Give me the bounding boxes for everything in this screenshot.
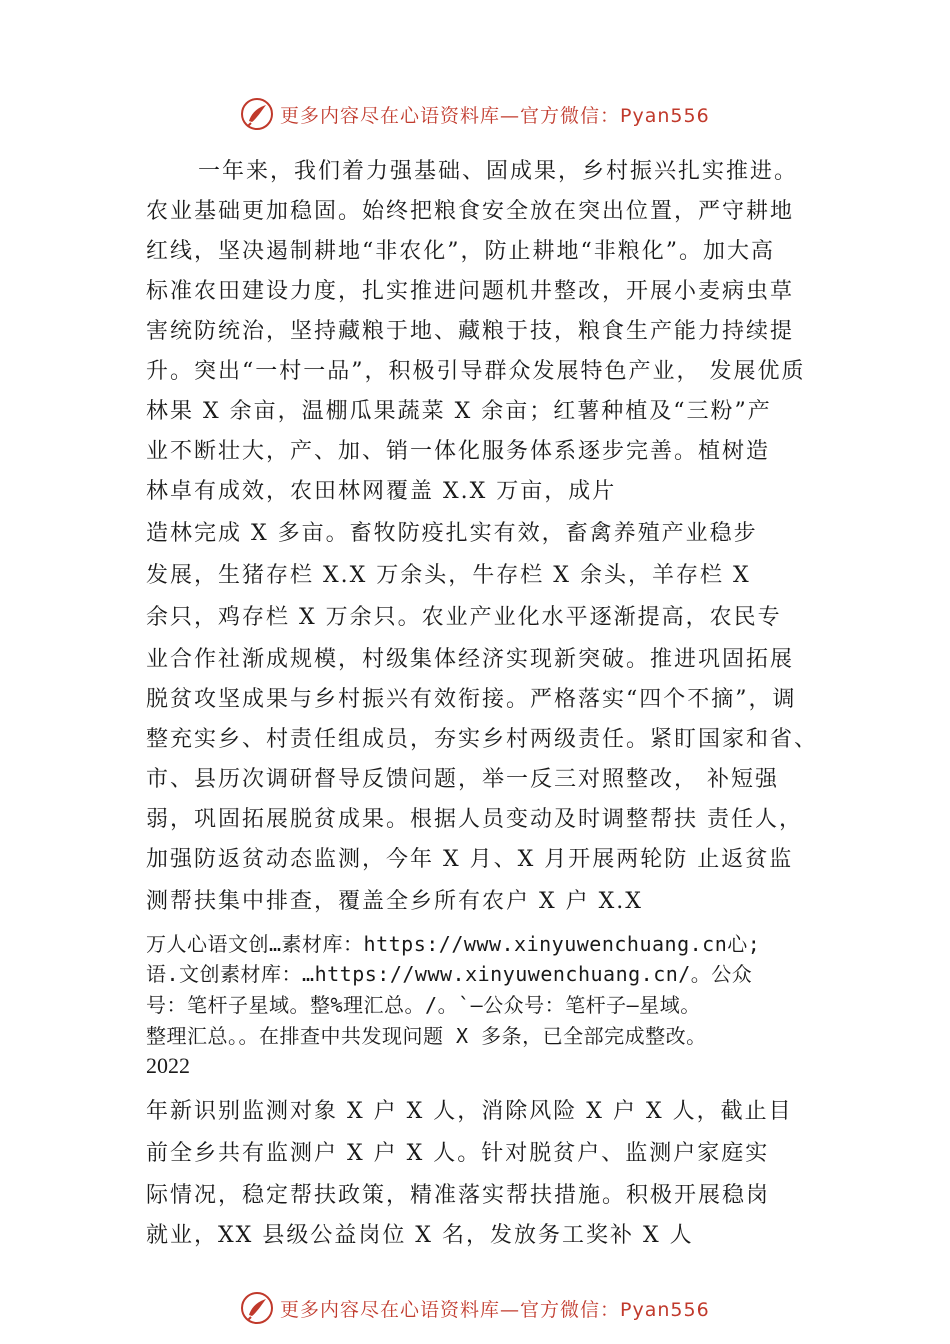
watermark-label: 官方微信：: [520, 1298, 621, 1321]
inserted-line: 语.文创素材库：…https://www.xinyuwenchuang.cn/。公众: [146, 962, 753, 986]
body-line: 造林完成 X 多亩。畜牧防疫扎实有效，畜禽养殖产业稳步: [146, 521, 758, 546]
body-line: 市、县历次调研督导反馈问题，举一反三对照整改， 补短强: [146, 767, 779, 792]
inserted-line: 号：笔杆子星域。整%理汇总。/。`—公众号：笔杆子—星域。: [146, 993, 701, 1017]
body-line: 林卓有成效，农田林网覆盖 X.X 万亩，成片: [146, 479, 617, 504]
watermark-separator: —: [500, 1298, 521, 1321]
body-line: 标准农田建设力度，扎实推进问题机井整改，开展小麦病虫草: [146, 279, 795, 304]
body-line: 前全乡共有监测户 X 户 X 人。针对脱贫户、监测户家庭实: [146, 1141, 770, 1166]
body-line: 加强防返贫动态监测，今年 X 月、X 月开展两轮防 止返贫监: [146, 847, 794, 872]
watermark-label: 官方微信：: [520, 104, 621, 127]
body-line: 害统防统治，坚持藏粮于地、藏粮于技，粮食生产能力持续提: [146, 319, 795, 344]
year-text: 2022: [146, 1053, 190, 1078]
footer-watermark: [240, 1290, 760, 1326]
body-line: 就业，XX 县级公益岗位 X 名，发放务工奖补 X 人: [146, 1223, 694, 1248]
watermark-text: [280, 101, 710, 128]
body-line: 业不断壮大，产、加、销一体化服务体系逐步完善。植树造: [146, 439, 771, 464]
watermark-brand: 更多内容尽在心语资料库: [280, 1298, 501, 1321]
body-line: 业合作社渐成规模，村级集体经济实现新突破。推进巩固拓展: [146, 647, 795, 672]
watermark-text: [280, 1295, 710, 1322]
body-line: 红线，坚决遏制耕地“非农化”，防止耕地“非粮化”。加大高: [146, 239, 775, 264]
body-line: 升。突出“一村一品”，积极引导群众发展特色产业， 发展优质: [146, 359, 806, 384]
inserted-line: 整理汇总。。在排查中共发现问题 X 多条，已全部完成整改。: [146, 1024, 707, 1048]
header-watermark: [240, 96, 760, 132]
body-line: 整充实乡、村责任组成员，夯实乡村两级责任。紧盯国家和省、: [146, 727, 819, 752]
body-line: 林果 X 余亩，温棚瓜果蔬菜 X 余亩；红薯种植及“三粉”产: [146, 399, 772, 424]
brand-logo-icon: [240, 1291, 274, 1325]
body-line: 余只，鸡存栏 X 万余只。农业产业化水平逐渐提高，农民专: [146, 605, 782, 630]
body-line: 农业基础更加稳固。始终把粮食安全放在突出位置，严守耕地: [146, 199, 795, 224]
inserted-line: 万人心语文创…素材库：https://www.xinyuwenchuang.cn心;: [146, 932, 761, 956]
body-line: 测帮扶集中排查，覆盖全乡所有农户 X 户 X.X: [146, 889, 643, 914]
body-line: 年新识别监测对象 X 户 X 人，消除风险 X 户 X 人，截止目: [146, 1099, 793, 1124]
watermark-contact: Pyan556: [620, 104, 710, 127]
brand-logo-icon: [240, 97, 274, 131]
body-line: 发展，生猪存栏 X.X 万余头，牛存栏 X 余头，羊存栏 X: [146, 563, 751, 588]
body-line: 际情况，稳定帮扶政策，精准落实帮扶措施。积极开展稳岗: [146, 1183, 771, 1208]
watermark-separator: —: [500, 104, 521, 127]
body-line: 弱，巩固拓展脱贫成果。根据人员变动及时调整帮扶 责任人，: [146, 807, 803, 832]
watermark-brand: 更多内容尽在心语资料库: [280, 104, 501, 127]
body-line: 一年来，我们着力强基础、固成果，乡村振兴扎实推进。: [198, 159, 799, 184]
body-line: 脱贫攻坚成果与乡村振兴有效衔接。严格落实“四个不摘”，调: [146, 687, 797, 712]
watermark-contact: Pyan556: [620, 1298, 710, 1321]
